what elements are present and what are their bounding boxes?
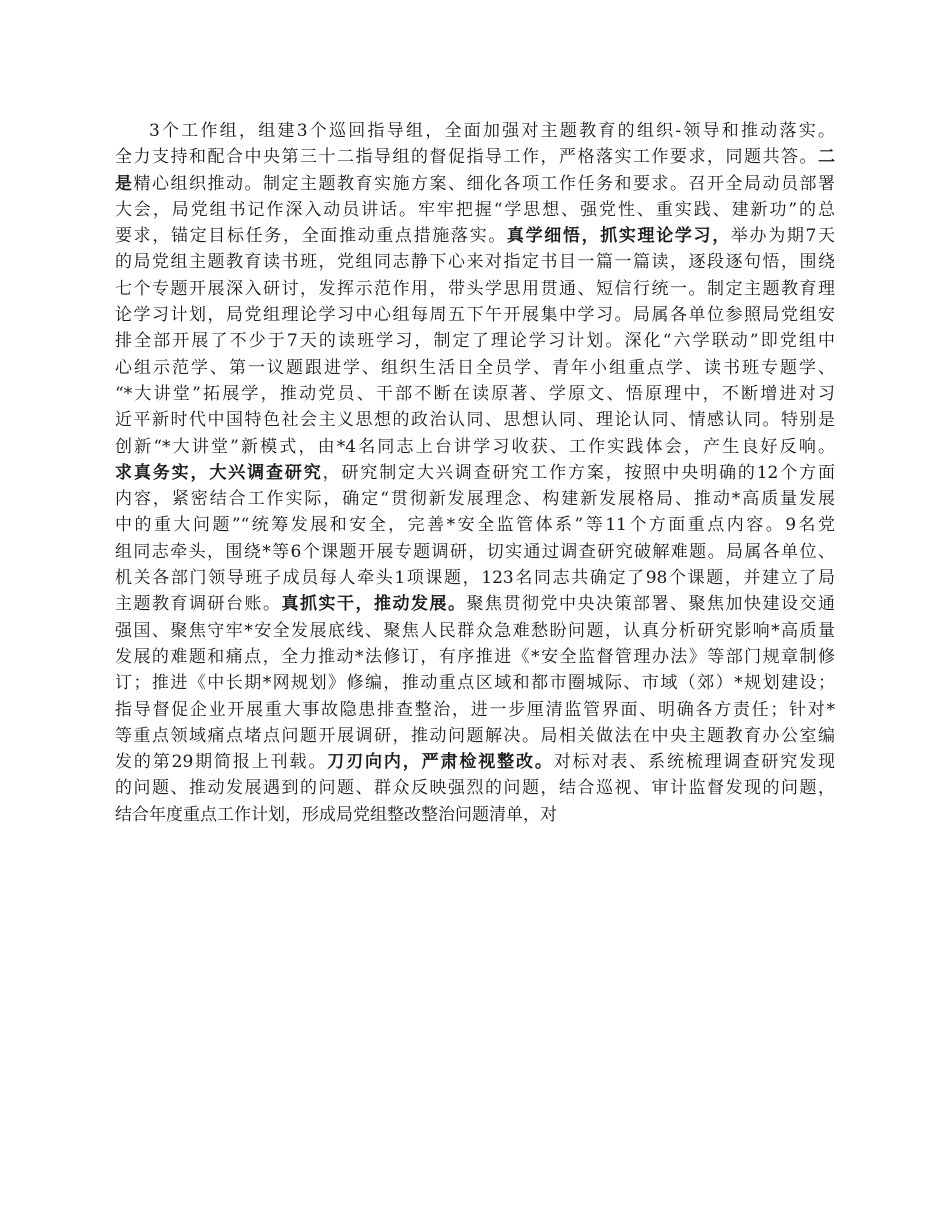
body-text-run: 组同志牵头，围绕*等6个课题开展专题调研，切实通过调查研究破解难题。局属各单位、 [115, 541, 835, 562]
body-text-run: 内容，紧密结合工作实际，确定“贯彻新发展理念、构建新发展格局、推动*高质量发展 [115, 489, 835, 510]
text-line [115, 407, 835, 433]
body-text-run: 精心组织推动。制定主题教育实施方案、细化各项工作任务和要求。召开全局动员部署 [133, 173, 835, 194]
text-line [115, 460, 835, 486]
text-line [115, 355, 835, 381]
body-text-run: 订；推进《中长期*网规划》修编，推动重点区域和都市圈城际、市域（郊）*规划建设； [115, 673, 835, 694]
body-text-run: 近平新时代中国特色社会主义思想的政治认同、思想认同、理论认同、情感认同。特别是 [115, 410, 835, 431]
body-text-run: 排全部开展了不少于7天的读班学习，制定了理论学习计划。深化“六学联动”即党组中 [115, 331, 835, 352]
body-text-run: 3个工作组，组建3个巡回指导组，全面加强对主题教育的组织-领导和推动落实。 [149, 121, 835, 141]
body-text-run: 发展的难题和痛点，全力推动*法修订，有序推进《*安全监督管理办法》等部门规章制修 [115, 646, 835, 667]
bold-heading-text: 真学细悟，抓实理论学习， [506, 226, 731, 247]
text-line [115, 565, 835, 591]
body-text-run: 指导督促企业开展重大事故隐患排查整治，进一步厘清监管界面、明确各方责任；针对* [115, 699, 835, 720]
body-text-run: ，研究制定大兴调查研究工作方案，按照中央明确的12个方面 [322, 462, 835, 483]
body-text-run: 的局党组主题教育读书班，党组同志静下心来对指定书目一篇一篇读，逐段逐句悟，围绕 [115, 252, 835, 273]
body-text-run: 创新“*大讲堂”新模式，由*4名同志上台讲学习收获、工作实践体会，产生良好反响。 [115, 436, 835, 457]
body-text [115, 118, 835, 828]
body-text-run: 心组示范学、第一议题跟进学、组织生活日全员学、青年小组重点学、读书班专题学、 [115, 357, 835, 378]
text-line [115, 512, 835, 538]
body-text-run: 的问题、推动发展遇到的问题、群众反映强烈的问题，结合巡视、审计监督发现的问题， [115, 778, 835, 799]
text-line [115, 171, 835, 197]
body-text-run: 发的第29期简报上刊载。 [115, 752, 328, 773]
body-text-run: 等重点领域痛点堵点问题开展调研，推动问题解决。局相关做法在中央主题教育办公室编 [115, 725, 835, 746]
text-line [115, 749, 835, 775]
text-line [115, 539, 835, 565]
text-line [115, 144, 835, 170]
body-text-run: 中的重大问题”“统筹发展和安全，完善*安全监管体系”等11个方面重点内容。9名党 [115, 515, 835, 536]
body-text-run: 全力支持和配合中央第三十二指导组的督促指导工作，严格落实工作要求，同题共答。 [115, 147, 818, 168]
bold-heading-text: 二 [818, 147, 835, 168]
body-text-run: 结合年度重点工作计划，形成局党组整改整治问题清单，对 [115, 804, 557, 825]
body-text-run: “*大讲堂”拓展学，推动党员、干部不断在读原著、学原文、悟原理中，不断增进对习 [115, 383, 835, 404]
text-line [115, 381, 835, 407]
body-text-run: 主题教育调研台账。 [115, 594, 282, 615]
body-text-run: 对标对表、系统梳理调查研究发现 [553, 752, 836, 773]
text-line [115, 486, 835, 512]
text-line [115, 223, 835, 249]
text-line [115, 591, 835, 617]
text-line [115, 197, 835, 223]
bold-heading-text: 求真务实，大兴调查研究 [115, 462, 323, 483]
body-text-run: 强国、聚焦守牢*安全发展底线、聚焦人民群众急难愁盼问题，认真分析研究影响*高质量 [115, 620, 835, 641]
body-text-run: 七个专题开展深入研讨，发挥示范作用，带头学思用贯通、短信行统一。制定主题教育理 [115, 278, 835, 299]
text-line [115, 249, 835, 275]
text-line [115, 775, 835, 801]
text-line [115, 276, 835, 302]
text-line [115, 618, 835, 644]
bold-heading-text: 真抓实干，推动发展。 [281, 594, 467, 615]
body-text-run: 大会，局党组书记作深入动员讲话。牢牢把握“学思想、强党性、重实践、建新功”的总 [115, 199, 835, 220]
body-text-run: 举办为期7天 [730, 226, 836, 247]
bold-heading-text: 刀刃向内，严肃检视整改。 [327, 752, 554, 773]
text-line [115, 697, 835, 723]
text-line [115, 644, 835, 670]
bold-heading-text: 是 [115, 173, 134, 194]
text-line [115, 118, 835, 144]
text-line [115, 802, 835, 828]
text-line [115, 670, 835, 696]
body-text-run: 要求，锚定目标任务，全面推动重点措施落实。 [115, 226, 507, 247]
body-text-run: 论学习计划，局党组理论学习中心组每周五下午开展集中学习。局属各单位参照局党组安 [115, 305, 835, 326]
text-line [115, 723, 835, 749]
body-text-run: 聚焦贯彻党中央决策部署、聚焦加快建设交通 [466, 594, 835, 615]
text-line [115, 434, 835, 460]
text-line [115, 302, 835, 328]
body-text-run: 机关各部门领导班子成员每人牵头1项课题，123名同志共确定了98个课题，并建立了局 [115, 568, 835, 589]
text-line [115, 328, 835, 354]
